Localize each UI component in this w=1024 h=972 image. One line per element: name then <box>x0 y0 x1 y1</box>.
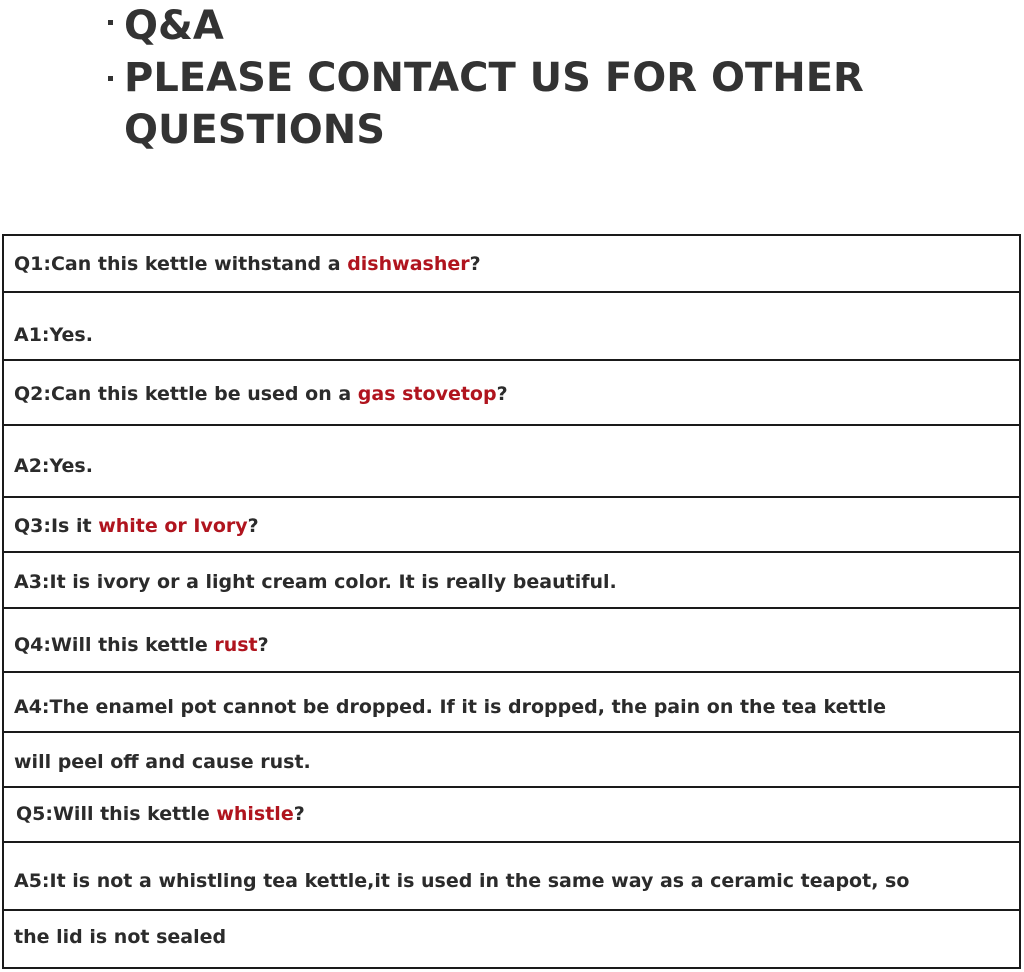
answer-row-4a <box>4 673 1019 733</box>
heading-contact-line2: QUESTIONS <box>124 107 386 153</box>
heading-bullet-qa <box>90 0 990 48</box>
question-5-highlight: whistle <box>216 803 294 825</box>
answer-row-5b <box>4 911 1019 967</box>
answer-4-line2: will peel off and cause rust. <box>14 751 311 773</box>
question-5: Q5:Will this kettle whistle? <box>16 803 305 825</box>
answer-row-3 <box>4 553 1019 609</box>
question-row-3 <box>4 498 1019 553</box>
bullet-dot-icon <box>108 20 113 25</box>
answer-3: A3:It is ivory or a light cream color. It is really beautiful. <box>14 571 617 593</box>
question-4-highlight: rust <box>214 634 258 656</box>
answer-row-1 <box>4 293 1019 361</box>
page-heading <box>90 0 990 156</box>
answer-row-4b <box>4 733 1019 788</box>
heading-bullet-contact <box>90 52 990 104</box>
answer-4-line1: A4:The enamel pot cannot be dropped. If it is dropped, the pain on the tea kettle <box>14 696 887 718</box>
qa-table <box>2 234 1021 969</box>
answer-2: A2:Yes. <box>14 455 93 477</box>
heading-qa-text: Q&A <box>124 3 224 49</box>
answer-5-line1: A5:It is not a whistling tea kettle,it is used in the same way as a ceramic teapot, so <box>14 870 910 892</box>
heading-contact-line1: PLEASE CONTACT US FOR OTHER <box>124 55 864 101</box>
question-row-4 <box>4 609 1019 673</box>
question-row-2 <box>4 361 1019 426</box>
bullet-dot-icon <box>108 76 113 81</box>
answer-row-2 <box>4 426 1019 498</box>
answer-1: A1:Yes. <box>14 324 93 346</box>
answer-5-line2: the lid is not sealed <box>14 926 227 948</box>
question-2-highlight: gas stovetop <box>357 383 497 405</box>
question-row-5 <box>4 788 1019 843</box>
question-1-highlight: dishwasher <box>347 253 470 275</box>
question-3: Q3:Is it white or Ivory? <box>14 515 259 537</box>
question-2: Q2:Can this kettle be used on a gas stovetop? <box>14 383 508 405</box>
question-1: Q1:Can this kettle withstand a dishwasher? <box>14 253 481 275</box>
heading-contact-line2-wrap <box>90 104 990 156</box>
question-4: Q4:Will this kettle rust? <box>14 634 269 656</box>
question-row-1 <box>4 236 1019 293</box>
question-3-highlight: white or Ivory <box>98 515 248 537</box>
answer-row-5a <box>4 843 1019 911</box>
